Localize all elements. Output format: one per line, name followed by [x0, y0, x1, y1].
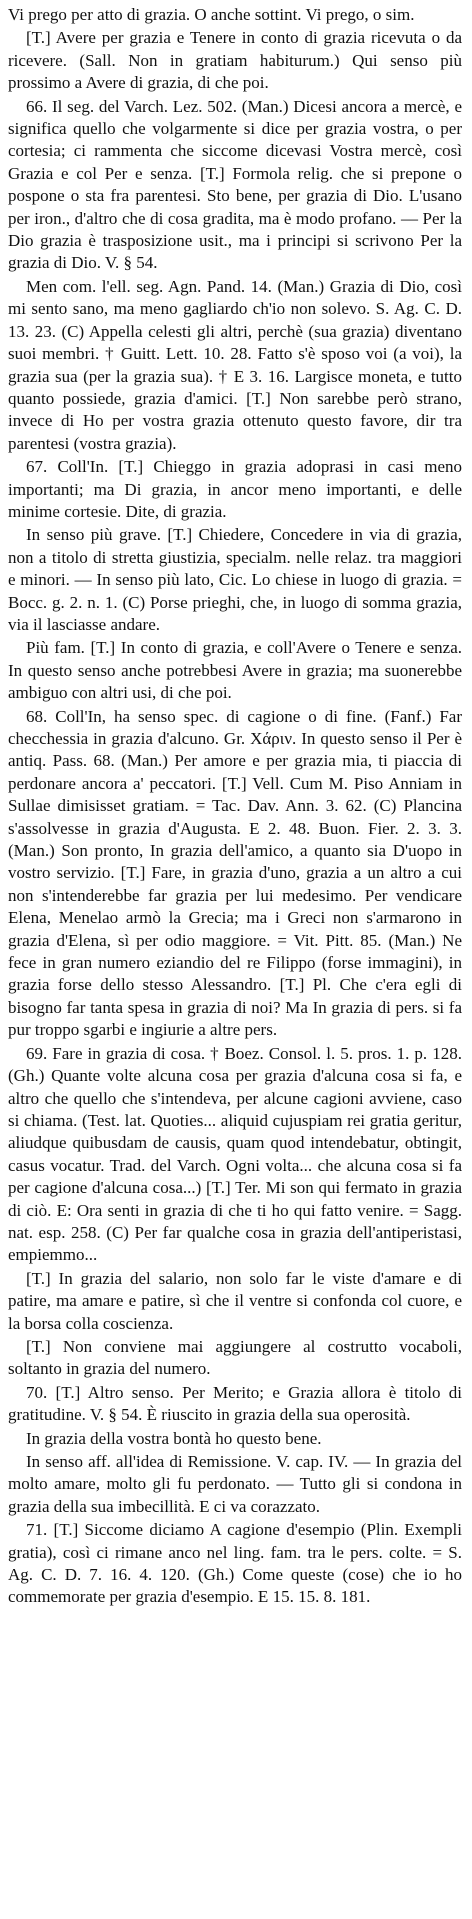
paragraph-continuation: Vi prego per atto di grazia. O anche sottint. Vi prego, o sim. [8, 5, 415, 24]
paragraph-section-67: 67. Coll'In. [T.] Chieggo in grazia adoprasi in casi meno importanti; ma Di grazia, in ancor meno importanti, e delle minime cortesie. Dite, di grazia. [8, 457, 462, 521]
paragraph-grazia-del-salario: [T.] In grazia del salario, non solo far le viste d'amare e di patire, ma amare e patire, sì che il ventre si confonda col cuore, e la borsa colla coscienza. [8, 1268, 462, 1333]
paragraph-section-70: 70. [T.] Altro senso. Per Merito; e Grazia allora è titolo di gratitudine. V. § 54. È riuscito in grazia della sua operosità. [8, 1382, 462, 1425]
paragraph-section-68: 68. Coll'In, ha senso spec. di cagione o di fine. (Fanf.) Far checchessia in grazia d'alcuno. Gr. Χάριν. In questo senso il Per è antiq. Pass. 68. (Man.) Per amore e per grazia mia, ti piaccia di perdonare ancora a' peccatori. [T.] Vell. Cum M. Piso Anniam in Sullae dimisisset gratiam. = Tac. Dav. Ann. 3. 62. (C) Plancina s'assolvesse in grazia d'Augusta. E 2. 48. Buon. Fier. 2. 3. 3. (Man.) Son pronto, In grazia dell'amico, a quanto sia D'uopo in vostro servizio. [T.] Fare, in grazia d'uno, grazia a un altro a cui non s'intenderebbe far grazia per lui medesimo. Per vendicare Elena, Menelao armò la Grecia; ma i Greci non s'armarono in grazia d'Elena, sì per odio maggiore. = Vit. Pitt. 85. (Man.) Ne fece in gran numero eziandio del re Filippo (forse immagini), in grazia forse dello stesso Alessandro. [T.] Pl. Che c'era egli di bisogno far tanta spesa in grazia di noi? Ma In grazia di pers. si fa pur troppo sgarbi e ingiurie a altre pers. [8, 706, 462, 1040]
paragraph-senso-piu-grave: In senso più grave. [T.] Chiedere, Concedere in via di grazia, non a titolo di stretta giustizia, specialm. nelle relaz. tra maggiori e minori. — In senso più lato, Cic. Lo chiese in luogo di grazia. = Bocc. g. 2. n. 1. (C) Porse prieghi, che, in luogo di somma grazia, via il lasciasse andare. [8, 525, 462, 634]
paragraph-section-71: 71. [T.] Siccome diciamo A cagione d'esempio (Plin. Exempli gratia), così ci rimane anco nel ling. fam. tra le pers. colte. = S. Ag. C. D. 7. 16. 4. 120. (Gh.) Come queste (cose) che io ho commemorate per grazia d'esempio. E 15. 15. 8. 181. [8, 1520, 462, 1607]
paragraph-men-com: Men com. l'ell. seg. Agn. Pand. 14. (Man.) Grazia di Dio, così mi sento sano, ma meno gagliardo ch'io non solevo. S. Ag. C. D. 13. 23. (C) Appella celesti gli altri, perchè (sua grazia) diventano suoi membri. † Guitt. Lett. 10. 28. Fatto s'è sposo voi (a voi), la grazia sua (per la grazia sua). † E 3. 16. Largisce moneta, e tutto quanto possiede, grazia d'amici. [T.] Non sarebbe però strano, invece di Ho per vostra grazia ottenuto questo favore, dir tra parentesi (vostra grazia). [8, 276, 462, 453]
paragraph-vostra-bonta: In grazia della vostra bontà ho questo bene. [26, 1428, 322, 1448]
paragraph-remissione: In senso aff. all'idea di Remissione. V. cap. IV. — In grazia del molto amare, molto gli fu perdonato. — Tutto gli si condona in grazia della sua imbecillità. E ci va corazzato. [8, 1452, 462, 1516]
paragraph-piu-fam: Più fam. [T.] In conto di grazia, e coll'Avere o Tenere e senza. In questo senso anche potrebbesi Avere in grazia; ma suonerebbe ambiguo con altri usi, di che poi. [8, 638, 462, 703]
paragraph-section-66: 66. Il seg. del Varch. Lez. 502. (Man.) Dicesi ancora a mercè, e significa quello che volgarmente si dice per grazia vostra, o per cortesia; ci rammenta che siccome dicevasi Vostra mercè, così Grazia e col Per e senza. [T.] Formola relig. che si prepone o pospone o sta fra parentesi. Sto bene, per grazia di Dio. L'usano per iron., d'altro che di cosa gradita, ma è modo profano. — Per la Dio grazia è trasposizione usit., ma i principi si scrivono Per la grazia di Dio. V. § 54. [8, 96, 462, 273]
paragraph-costrutto-vocaboli: [T.] Non conviene mai aggiungere al costrutto vocaboli, soltanto in grazia del numero. [8, 1336, 462, 1379]
paragraph-avere-per-grazia: [T.] Avere per grazia e Tenere in conto di grazia ricevuta o da ricevere. (Sall. Non in gratiam habiturum.) Qui senso più prossimo a Avere di grazia, di che poi. [8, 28, 462, 93]
paragraph-section-69: 69. Fare in grazia di cosa. † Boez. Consol. l. 5. pros. 1. p. 128. (Gh.) Quante volte alcuna cosa per grazia d'alcuna cosa si fa, e altro che quello che s'intendeva, per alcune cagioni avviene, caso si chiama. (Test. lat. Quoties... aliquid cujuspiam rei gratia geritur, aliudque quibusdam de causis, quam quod intendebatur, obtingit, casus vocatur. Trad. del Varch. Ogni volta... che alcuna cosa si fa per cagione d'alcuna cosa...) [T.] Ter. Mi son qui fermato in grazia di ciò. E: Ora senti in grazia di che ti ho qui fatto venire. = Sagg. nat. esp. 258. (C) Per far qualche cosa in grazia dell'antiperistasi, empiemmo... [8, 1043, 462, 1265]
